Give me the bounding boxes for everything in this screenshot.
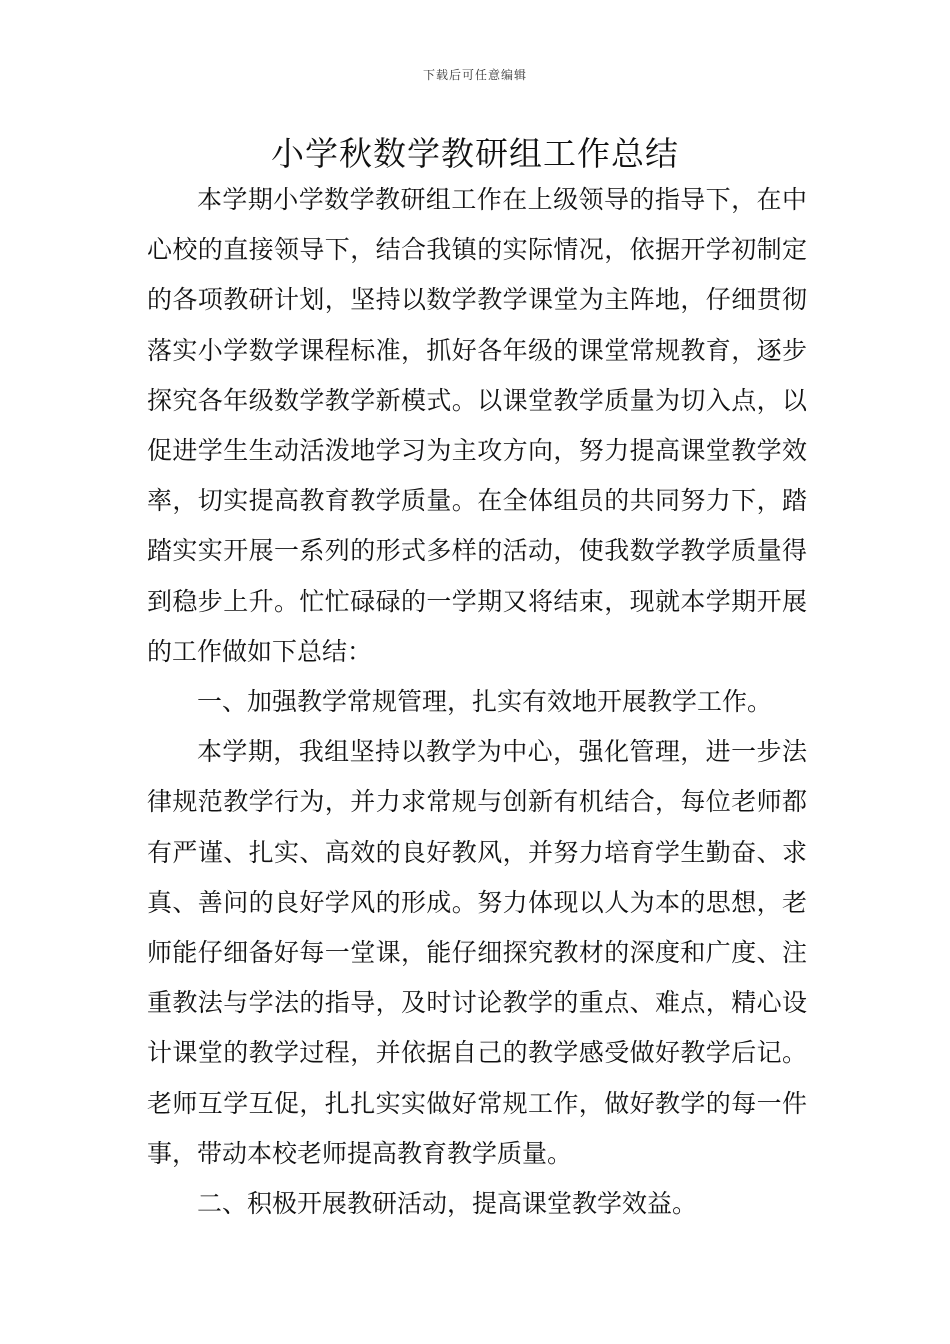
paragraph-section-1: 本学期，我组坚持以教学为中心，强化管理，进一步法律规范教学行为，并力求常规与创新有机结合，每位老师都有严谨、扎实、高效的良好教风，并努力培育学生勤奋、求真、善问的良好学风的形成。努力体现以人为本的思想，老师能仔细备好每一堂课，能仔细探究教材的深度和广度、注重教法与学法的指导，及时讨论教学的重点、难点，精心设计课堂的教学过程，并依据自己的教学感受做好教学后记。老师互学互促，扎扎实实做好常规工作，做好教学的每一件事，带动本校老师提高教育教学质量。 bbox=[147, 737, 807, 1168]
section-heading-2: 二、积极开展教研活动，提高课堂教学效益。 bbox=[197, 1189, 698, 1219]
document-title: 小学秋数学教研组工作总结 bbox=[271, 134, 679, 173]
header-note: 下载后可任意编辑 bbox=[422, 68, 527, 82]
paragraph-intro: 本学期小学数学教研组工作在上级领导的指导下，在中心校的直接领导下，结合我镇的实际情况，依据开学初制定的各项教研计划，坚持以数学教学课堂为主阵地，仔细贯彻落实小学数学课程标准，抓好各年级的课堂常规教育，逐步探究各年级数学教学新模式。以课堂教学质量为切入点，以促进学生生动活泼地学习为主攻方向，努力提高课堂教学效率，切实提高教育教学质量。在全体组员的共同努力下，踏踏实实开展一系列的形式多样的活动，使我数学教学质量得到稳步上升。忙忙碌碌的一学期又将结束，现就本学期开展的工作做如下总结： bbox=[147, 185, 807, 666]
document-body bbox=[147, 175, 807, 1229]
section-heading-1: 一、加强教学常规管理，扎实有效地开展教学工作。 bbox=[197, 687, 773, 717]
